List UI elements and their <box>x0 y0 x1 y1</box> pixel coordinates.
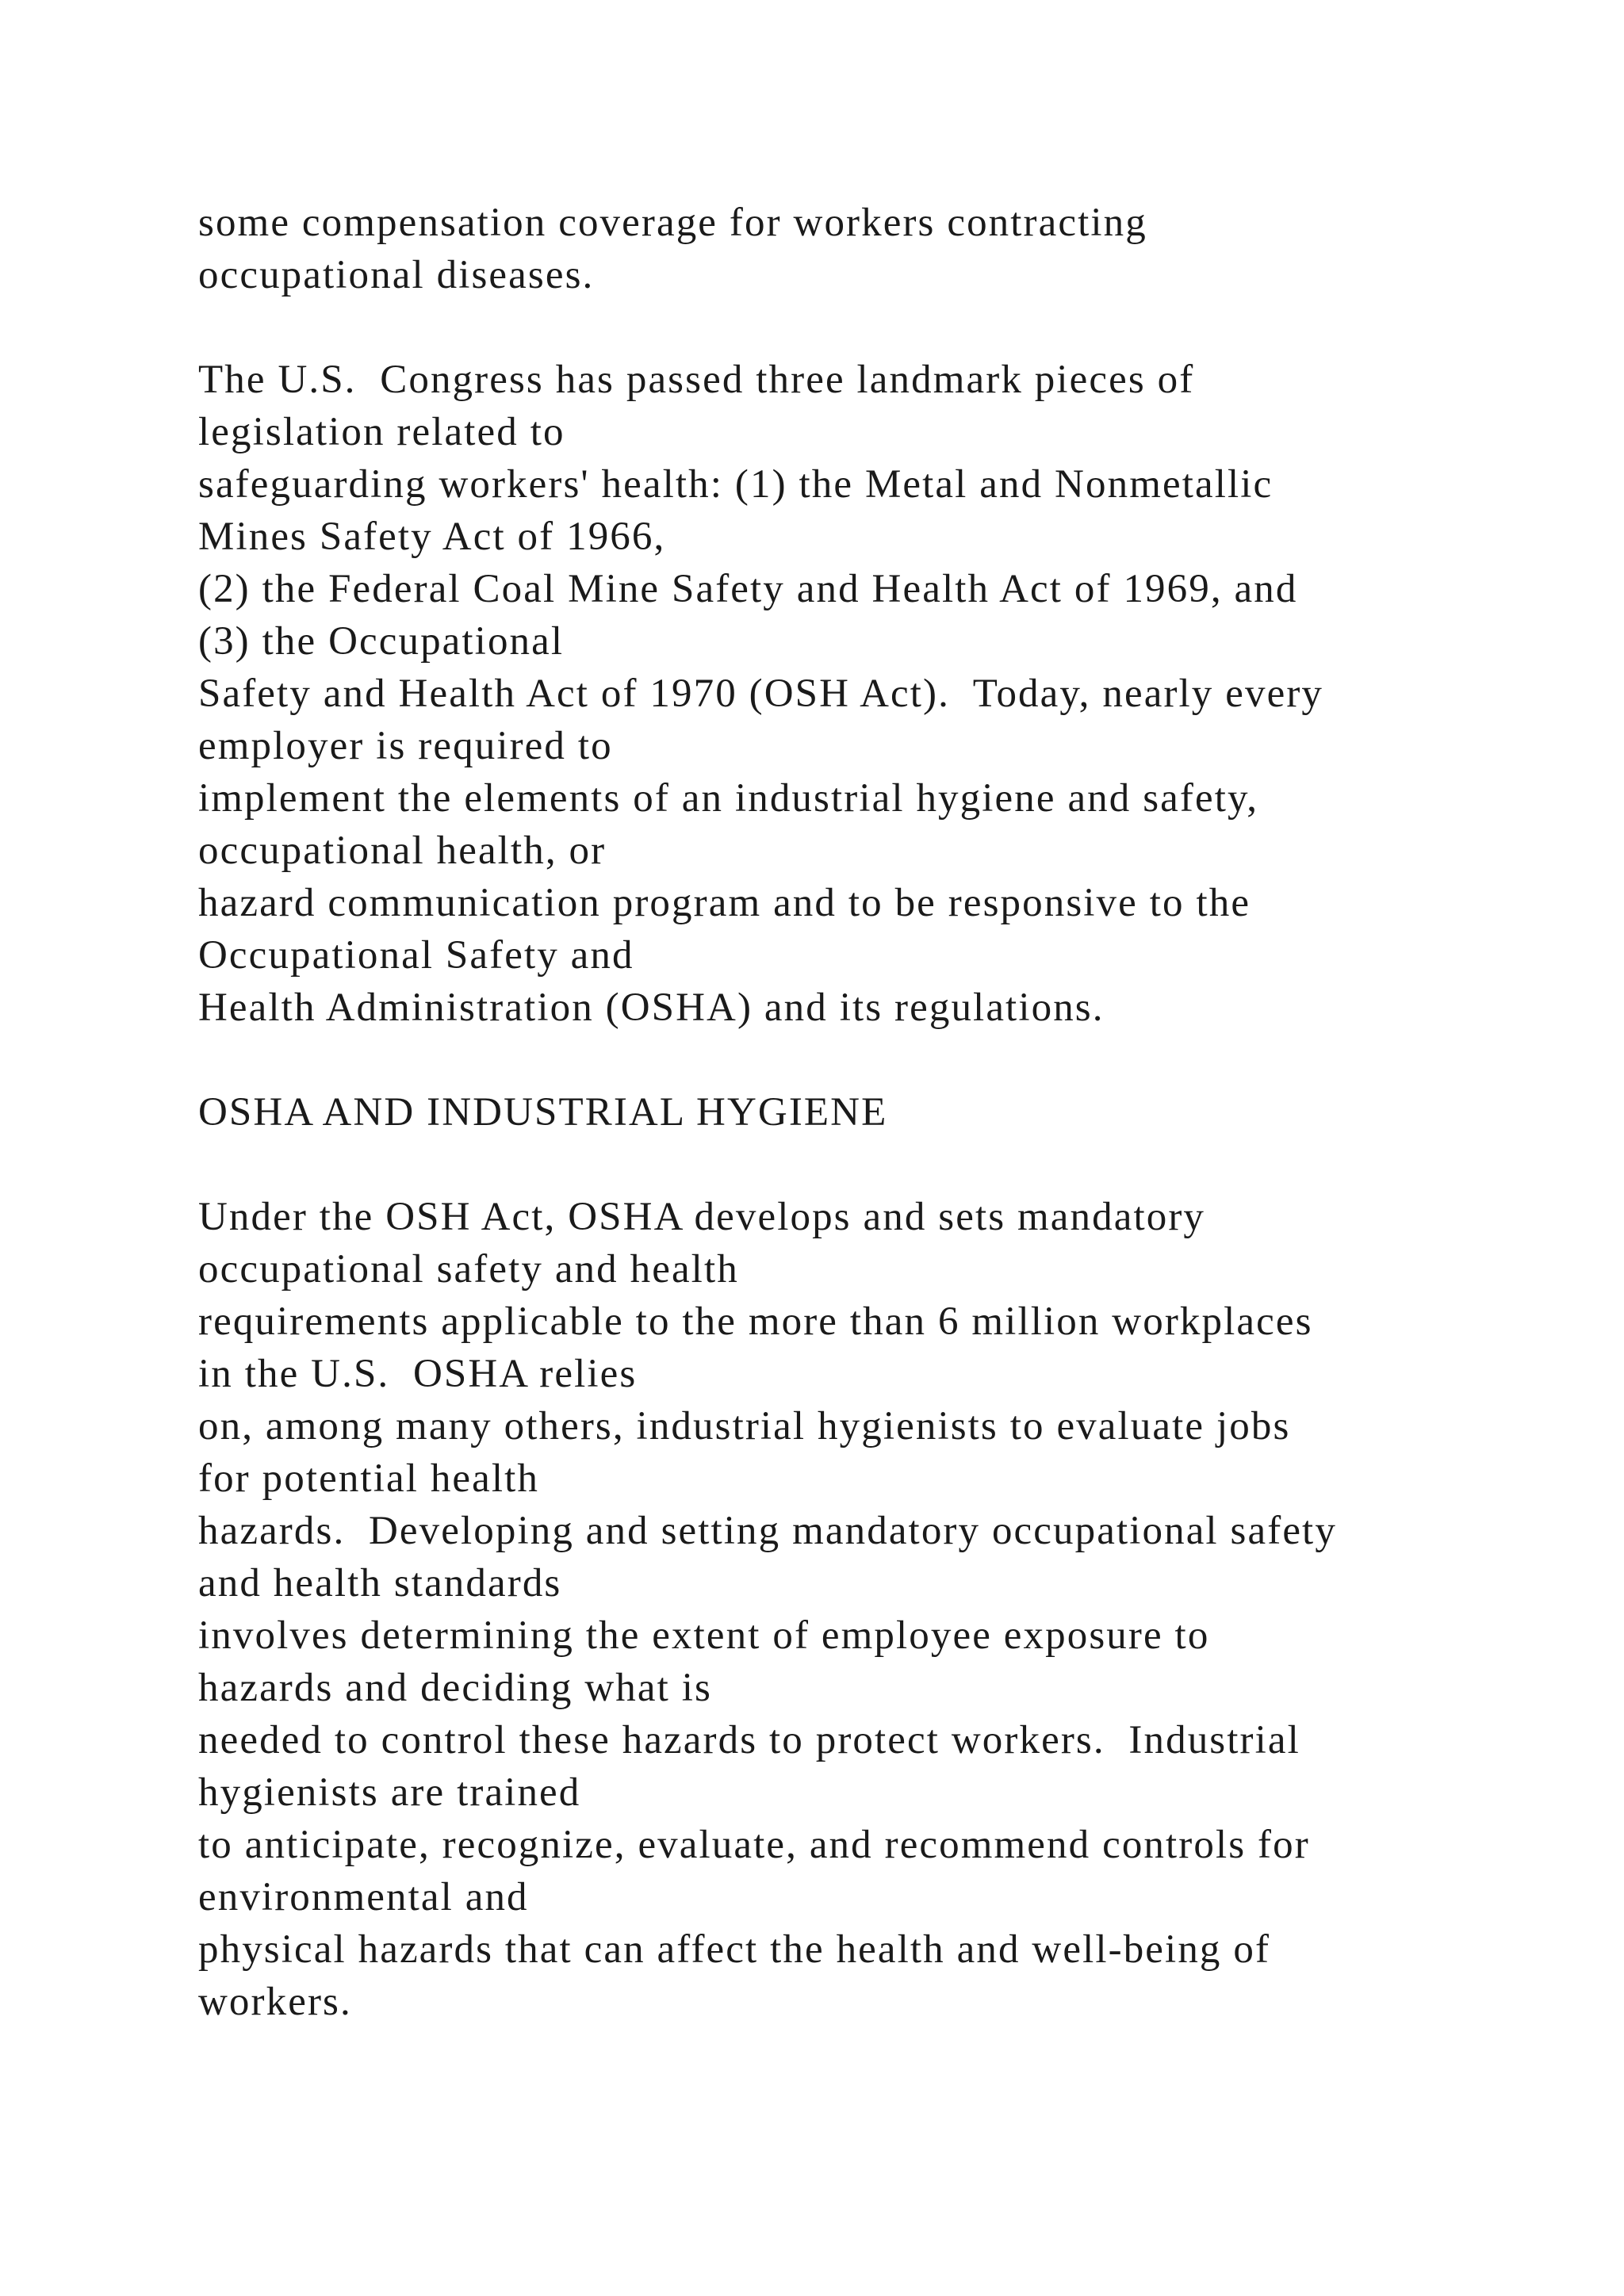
paragraph-spacer <box>198 1034 1546 1086</box>
text-line: hazards. Developing and setting mandatory occupational safety <box>198 1509 1337 1553</box>
text-line: Safety and Health Act of 1970 (OSH Act). Today, nearly every <box>198 672 1324 716</box>
text-line: Mines Safety Act of 1966, <box>198 515 666 559</box>
text-line: environmental and <box>198 1875 529 1919</box>
text-line: involves determining the extent of employee exposure to <box>198 1613 1210 1658</box>
text-line: some compensation coverage for workers contracting <box>198 201 1147 245</box>
text-line: hazard communication program and to be responsive to the <box>198 881 1251 925</box>
text-line: and health standards <box>198 1561 562 1605</box>
text-line: implement the elements of an industrial hygiene and safety, <box>198 776 1259 821</box>
document-body <box>198 197 1546 2028</box>
text-line: workers. <box>198 1980 352 2024</box>
text-line: occupational diseases. <box>198 253 595 297</box>
paragraph-osha-act <box>198 1191 1546 2028</box>
text-line: occupational safety and health <box>198 1247 739 1292</box>
paragraph-compensation <box>198 197 1546 301</box>
text-line: physical hazards that can affect the health and well-being of <box>198 1927 1271 1972</box>
section-heading <box>198 1086 1546 1138</box>
text-line: (3) the Occupational <box>198 619 565 664</box>
text-line: employer is required to <box>198 724 613 768</box>
text-line: to anticipate, recognize, evaluate, and recommend controls for <box>198 1823 1310 1867</box>
paragraph-spacer <box>198 1138 1546 1191</box>
text-line: for potential health <box>198 1456 540 1501</box>
text-line: Health Administration (OSHA) and its regulations. <box>198 985 1105 1030</box>
heading-text: OSHA AND INDUSTRIAL HYGIENE <box>198 1090 888 1135</box>
text-line: needed to control these hazards to protect workers. Industrial <box>198 1718 1300 1762</box>
text-line: The U.S. Congress has passed three landmark pieces of <box>198 358 1195 402</box>
text-line: Under the OSH Act, OSHA develops and sets mandatory <box>198 1195 1206 1239</box>
text-line: occupational health, or <box>198 828 607 873</box>
text-line: hazards and deciding what is <box>198 1666 712 1710</box>
text-line: (2) the Federal Coal Mine Safety and Health Act of 1969, and <box>198 567 1298 611</box>
paragraph-legislation <box>198 354 1546 1034</box>
text-line: in the U.S. OSHA relies <box>198 1352 638 1396</box>
text-line: safeguarding workers' health: (1) the Metal and Nonmetallic <box>198 462 1274 507</box>
paragraph-spacer <box>198 301 1546 354</box>
text-line: requirements applicable to the more than 6 million workplaces <box>198 1299 1313 1344</box>
text-line: legislation related to <box>198 410 565 454</box>
text-line: Occupational Safety and <box>198 933 634 978</box>
text-line: hygienists are trained <box>198 1770 581 1815</box>
text-line: on, among many others, industrial hygienists to evaluate jobs <box>198 1404 1291 1448</box>
